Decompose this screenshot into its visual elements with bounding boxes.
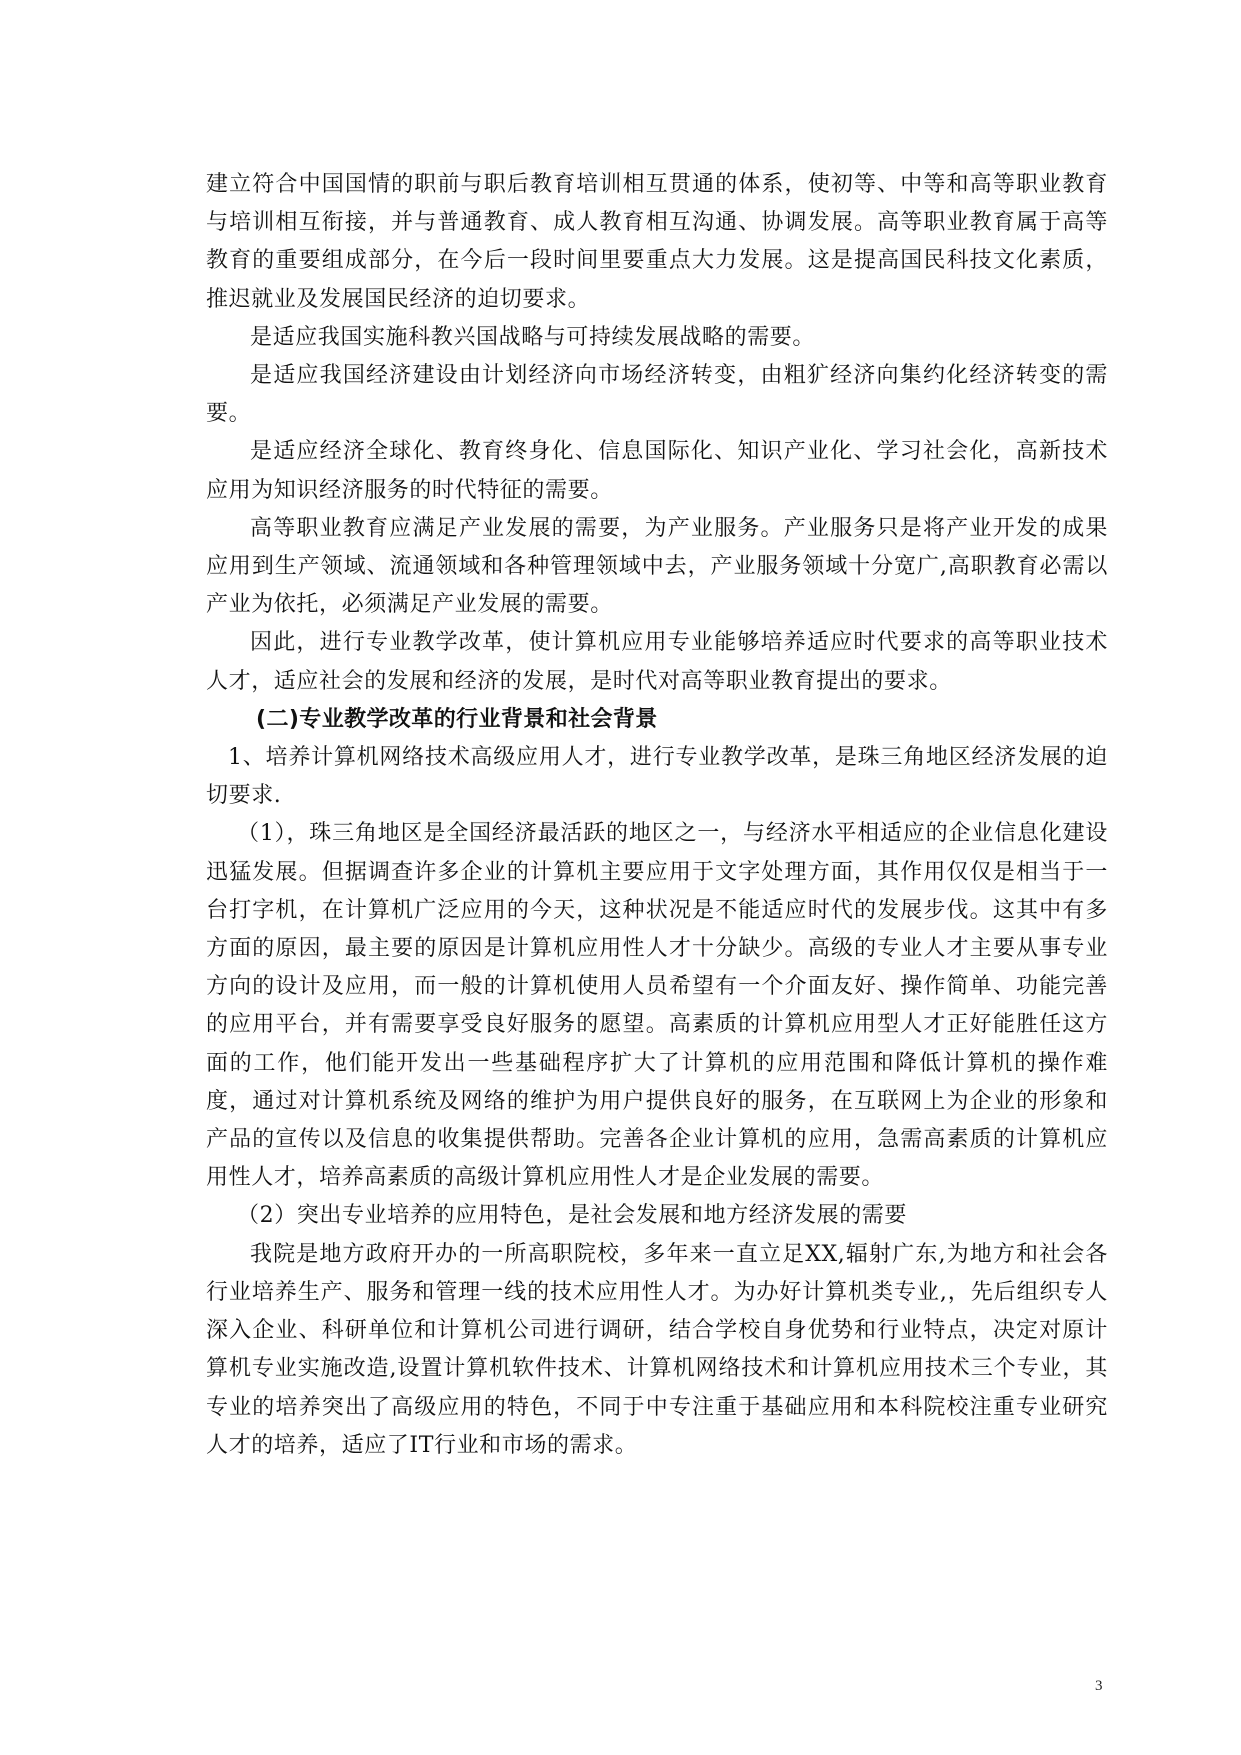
sub-point-2-body: 我院是地方政府开办的一所高职院校，多年来一直立足XX,辐射广东,为地方和社会各行业培养生产、服务和管理一线的技术应用性人才。为办好计算机类专业,，先后组织专人深入企业、科研单位和计算机公司进行调研，结合学校自身优势和行业特点，决定对原计算机专业实施改造,设置计算机软件技术、计算机网络技术和计算机应用技术三个专业，其专业的培养突出了高级应用的特色，不同于中专注重于基础应用和本科院校注重专业研究人才的培养，适应了IT行业和市场的需求。 [206,1241,1108,1458]
paragraph-globalization: 是适应经济全球化、教育终身化、信息国际化、知识产业化、学习社会化，高新技术应用为知识经济服务的时代特征的需要。 [206,439,1108,503]
paragraph-economy-transition: 是适应我国经济建设由计划经济向市场经济转变，由粗犷经济向集约化经济转变的需要。 [206,363,1108,427]
paragraph-conclusion: 因此，进行专业教学改革，使计算机应用专业能够培养适应时代要求的高等职业技术人才，适应社会的发展和经济的发展，是时代对高等职业教育提出的要求。 [206,630,1108,694]
paragraph-intro-continuation: 建立符合中国国情的职前与职后教育培训相互贯通的体系，使初等、中等和高等职业教育与培训相互衔接，并与普通教育、成人教育相互沟通、协调发展。高等职业教育属于高等教育的重要组成部分，在今后一段时间里要重点大力发展。这是提高国民科技文化素质，推迟就业及发展国民经济的迫切要求。 [206,172,1108,312]
section-heading: (二)专业教学改革的行业背景和社会背景 [256,706,658,732]
paragraph-strategy-need: 是适应我国实施科教兴国战略与可持续发展战略的需要。 [250,324,816,350]
document-body [206,166,1108,1465]
sub-point-2-heading: （2）突出专业培养的应用特色，是社会发展和地方经济发展的需要 [237,1203,907,1229]
point-1: 1、培养计算机网络技术高级应用人才，进行专业教学改革，是珠三角地区经济发展的迫切要求. [206,745,1108,809]
sub-point-1: （1），珠三角地区是全国经济最活跃的地区之一，与经济水平相适应的企业信息化建设迅猛发展。但据调查许多企业的计算机主要应用于文字处理方面，其作用仅仅是相当于一台打字机，在计算机广泛应用的今天，这种状况是不能适应时代的发展步伐。这其中有多方面的原因，最主要的原因是计算机应用性人才十分缺少。高级的专业人才主要从事专业方向的设计及应用，而一般的计算机使用人员希望有一个介面友好、操作简单、功能完善的应用平台，并有需要享受良好服务的愿望。高素质的计算机应用型人才正好能胜任这方面的工作，他们能开发出一些基础程序扩大了计算机的应用范围和降低计算机的操作难度，通过对计算机系统及网络的维护为用户提供良好的服务，在互联网上为企业的形象和产品的宣传以及信息的收集提供帮助。完善各企业计算机的应用，急需高素质的计算机应用性人才，培养高素质的高级计算机应用性人才是企业发展的需要。 [206,821,1108,1191]
page-number: 3 [1095,1678,1103,1694]
paragraph-industry-service: 高等职业教育应满足产业发展的需要，为产业服务。产业服务只是将产业开发的成果应用到生产领域、流通领域和各种管理领域中去，产业服务领域十分宽广,高职教育必需以产业为依托，必须满足产业发展的需要。 [206,515,1108,618]
